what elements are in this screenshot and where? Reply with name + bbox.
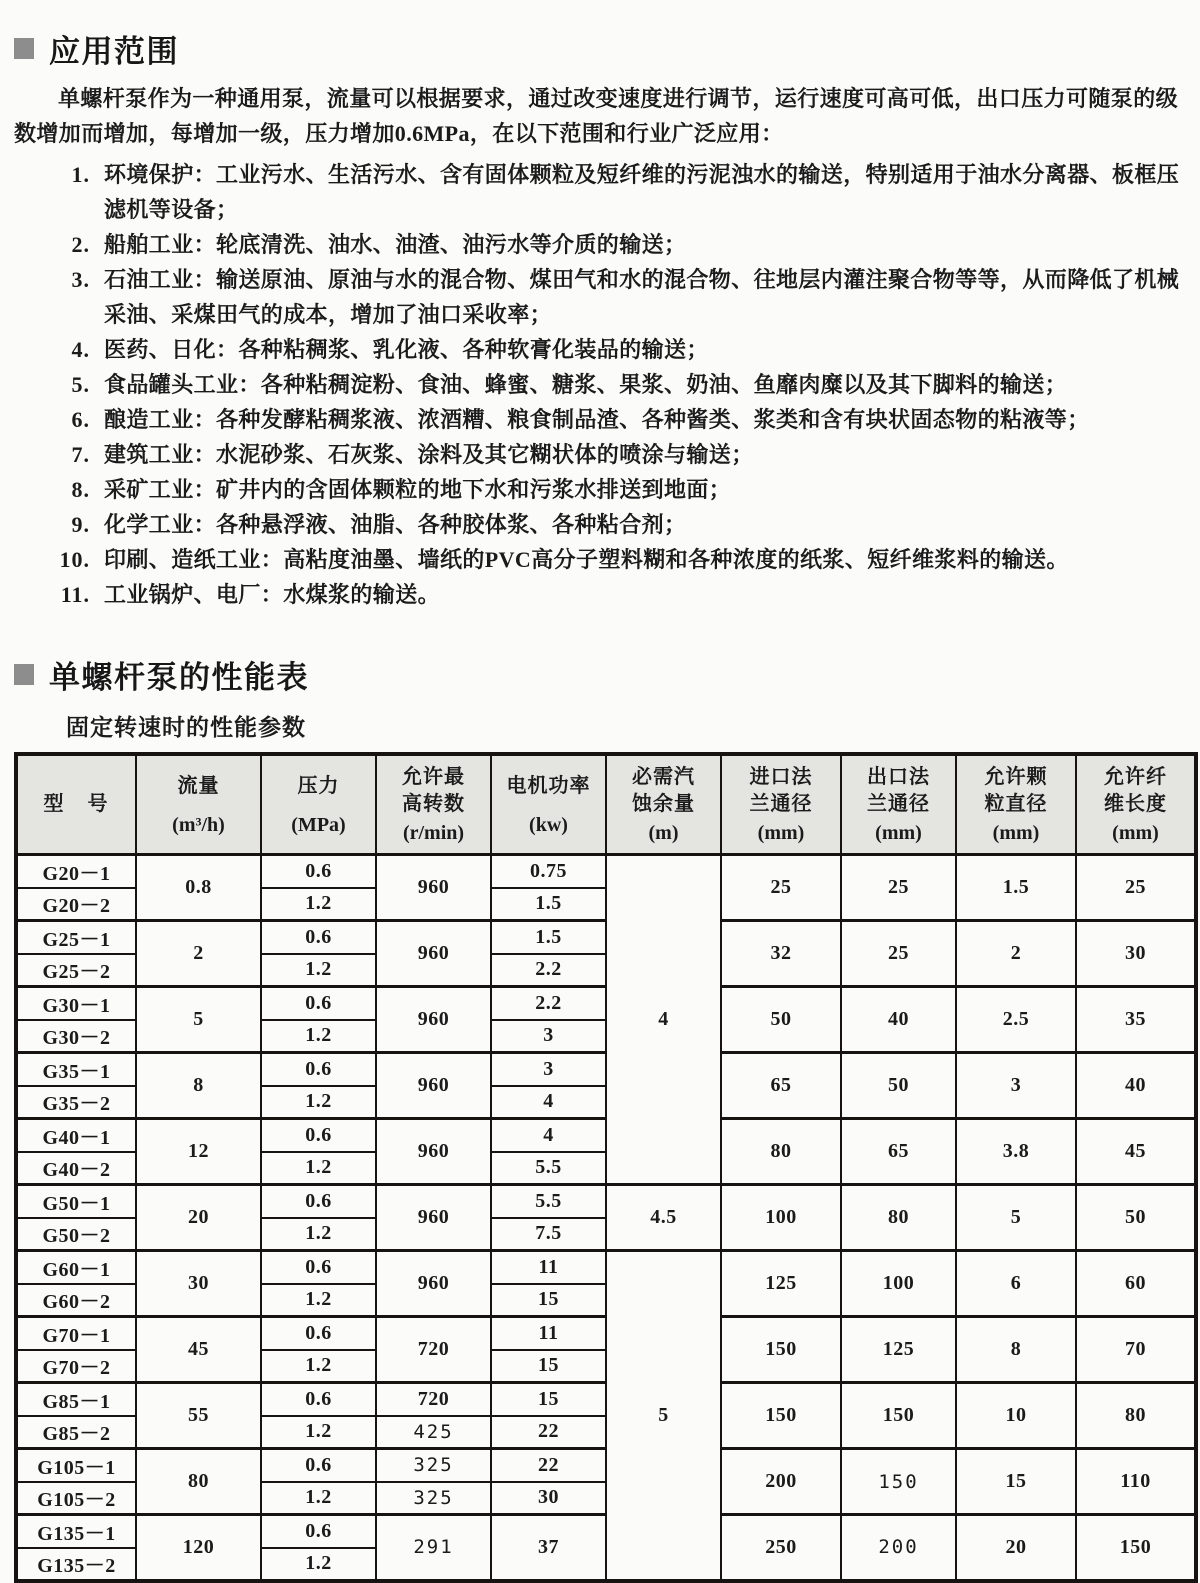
table-cell: 250 bbox=[721, 1515, 841, 1581]
table-cell: 960 bbox=[376, 855, 491, 921]
list-item-text: 采矿工业：矿井内的含固体颗粒的地下水和污浆水排送到地面； bbox=[104, 477, 732, 502]
table-cell: G85－2 bbox=[16, 1416, 136, 1449]
table-cell: G50－2 bbox=[16, 1218, 136, 1251]
table-cell: G70－1 bbox=[16, 1317, 136, 1350]
table-cell: 425 bbox=[376, 1416, 491, 1449]
table-cell: 35 bbox=[1076, 987, 1196, 1053]
table-cell: 15 bbox=[491, 1284, 606, 1317]
table-cell: 150 bbox=[721, 1317, 841, 1383]
table-cell: 5 bbox=[606, 1251, 721, 1581]
list-item bbox=[14, 507, 1188, 542]
table-head bbox=[16, 754, 1196, 855]
table-cell: 1.5 bbox=[491, 888, 606, 921]
list-item-text: 印刷、造纸工业：高粘度油墨、墙纸的PVC高分子塑料糊和各种浓度的纸浆、短纤维浆料的输送。 bbox=[104, 547, 1069, 572]
table-cell: 30 bbox=[1076, 921, 1196, 987]
table-cell: 15 bbox=[956, 1449, 1076, 1515]
table-cell: 2 bbox=[956, 921, 1076, 987]
table-cell: 50 bbox=[1076, 1185, 1196, 1251]
table-cell: 1.2 bbox=[261, 1548, 376, 1581]
column-header-line: 必需汽 bbox=[632, 766, 695, 788]
performance-table bbox=[14, 752, 1198, 1583]
column-header-unit: (m) bbox=[648, 822, 679, 844]
column-header-line: 粒直径 bbox=[984, 793, 1048, 815]
column-header bbox=[16, 754, 136, 855]
table-cell: 80 bbox=[721, 1119, 841, 1185]
list-item-text: 石油工业：输送原油、原油与水的混合物、煤田气和水的混合物、往地层内灌注聚合物等等，从而降低了机械采油、采煤田气的成本，增加了油口采收率； bbox=[104, 267, 1180, 327]
table-cell: 8 bbox=[956, 1317, 1076, 1383]
table-cell: 60 bbox=[1076, 1251, 1196, 1317]
table-cell: 5 bbox=[956, 1185, 1076, 1251]
application-intro: 单螺杆泵作为一种通用泵，流量可以根据要求，通过改变速度进行调节，运行速度可高可低，出口压力可随泵的级数增加而增加，每增加一级，压力增加0.6MPa，在以下范围和行业广泛应用： bbox=[14, 86, 1179, 146]
table-cell: 960 bbox=[376, 1053, 491, 1119]
column-header-line: 出口法 bbox=[867, 766, 930, 788]
table-cell: G135－2 bbox=[16, 1548, 136, 1581]
table-cell: 3 bbox=[956, 1053, 1076, 1119]
table-cell: 3 bbox=[491, 1020, 606, 1053]
column-header-line: 蚀余量 bbox=[632, 793, 695, 815]
table-cell: G105－1 bbox=[16, 1449, 136, 1482]
table-cell: 0.6 bbox=[261, 1119, 376, 1152]
list-item-number: 5. bbox=[71, 372, 90, 397]
list-item-text: 环境保护：工业污水、生活污水、含有固体颗粒及短纤维的污泥浊水的输送，特别适用于油水分离器、板框压滤机等设备； bbox=[104, 162, 1180, 222]
column-header-unit: (kw) bbox=[529, 813, 568, 836]
table-cell: 80 bbox=[136, 1449, 261, 1515]
table-cell: 100 bbox=[721, 1185, 841, 1251]
table-cell: 15 bbox=[491, 1383, 606, 1416]
table-cell: 720 bbox=[376, 1383, 491, 1416]
table-cell: 1.2 bbox=[261, 1218, 376, 1251]
table-cell: 50 bbox=[841, 1053, 956, 1119]
list-item-text: 食品罐头工业：各种粘稠淀粉、食油、蜂蜜、糖浆、果浆、奶油、鱼靡肉糜以及其下脚料的输送； bbox=[104, 372, 1068, 397]
table-cell: 1.2 bbox=[261, 1284, 376, 1317]
list-item-text: 建筑工业：水泥砂浆、石灰浆、涂料及其它糊状体的喷涂与输送； bbox=[104, 442, 754, 467]
table-cell: G25－2 bbox=[16, 954, 136, 987]
table-cell: 150 bbox=[721, 1383, 841, 1449]
column-header-line: 电机功率 bbox=[506, 774, 591, 797]
column-header-line: 压力 bbox=[297, 774, 340, 797]
table-cell: G40－2 bbox=[16, 1152, 136, 1185]
list-item-text: 船舶工业：轮底清洗、油水、油渣、油污水等介质的输送； bbox=[104, 232, 687, 257]
table-cell: 960 bbox=[376, 987, 491, 1053]
table-cell: G35－1 bbox=[16, 1053, 136, 1086]
table-row bbox=[16, 855, 1196, 888]
column-header bbox=[721, 754, 841, 855]
table-cell: 2.2 bbox=[491, 987, 606, 1020]
table-cell: 2.5 bbox=[956, 987, 1076, 1053]
list-item bbox=[14, 472, 1188, 507]
table-cell: 125 bbox=[721, 1251, 841, 1317]
table-cell: 1.2 bbox=[261, 1152, 376, 1185]
table-cell: 325 bbox=[376, 1482, 491, 1515]
column-header bbox=[376, 754, 491, 855]
column-header-unit: (mm) bbox=[1112, 822, 1159, 844]
column-header-unit: (mm) bbox=[757, 822, 805, 844]
list-item-number: 9. bbox=[71, 512, 90, 537]
table-cell: 1.2 bbox=[261, 1416, 376, 1449]
table-cell: 1.2 bbox=[261, 1020, 376, 1053]
table-cell: G30－2 bbox=[16, 1020, 136, 1053]
table-cell: 0.6 bbox=[261, 1383, 376, 1416]
table-cell: G25－1 bbox=[16, 921, 136, 954]
section-performance-title: 单螺杆泵的性能表 bbox=[49, 660, 309, 695]
table-cell: 960 bbox=[376, 1185, 491, 1251]
table-cell: 150 bbox=[841, 1449, 956, 1515]
table-cell: 20 bbox=[956, 1515, 1076, 1581]
list-item-number: 6. bbox=[71, 407, 90, 432]
column-header bbox=[136, 754, 261, 855]
section-bullet-icon bbox=[14, 664, 34, 685]
table-cell: 5.5 bbox=[491, 1152, 606, 1185]
table-cell: 2.2 bbox=[491, 954, 606, 987]
table-cell: 1.5 bbox=[491, 921, 606, 954]
table-cell: G70－2 bbox=[16, 1350, 136, 1383]
list-item bbox=[14, 227, 1188, 262]
table-cell: 0.6 bbox=[261, 855, 376, 888]
table-cell: 150 bbox=[841, 1383, 956, 1449]
column-header-unit: (mm) bbox=[992, 822, 1040, 844]
table-cell: 0.6 bbox=[261, 1185, 376, 1218]
table-cell: 10 bbox=[956, 1383, 1076, 1449]
table-cell: 720 bbox=[376, 1317, 491, 1383]
table-row bbox=[16, 1185, 1196, 1218]
list-item-number: 7. bbox=[71, 442, 90, 467]
table-cell: 4.5 bbox=[606, 1185, 721, 1251]
table-cell: 0.6 bbox=[261, 1251, 376, 1284]
column-header bbox=[261, 754, 376, 855]
table-cell: 4 bbox=[491, 1086, 606, 1119]
list-item-number: 4. bbox=[71, 337, 90, 362]
column-header-line: 进口法 bbox=[749, 766, 813, 788]
table-cell: G50－1 bbox=[16, 1185, 136, 1218]
table-cell: G60－2 bbox=[16, 1284, 136, 1317]
table-cell: 25 bbox=[721, 855, 841, 921]
table-cell: 6 bbox=[956, 1251, 1076, 1317]
column-header-line: 允许最 bbox=[402, 766, 465, 788]
column-header-unit: (MPa) bbox=[291, 813, 346, 836]
table-cell: 291 bbox=[376, 1515, 491, 1581]
table-cell: 200 bbox=[721, 1449, 841, 1515]
table-cell: 125 bbox=[841, 1317, 956, 1383]
table-cell: 70 bbox=[1076, 1317, 1196, 1383]
list-item bbox=[14, 332, 1188, 367]
table-cell: 1.2 bbox=[261, 1086, 376, 1119]
table-cell: 200 bbox=[841, 1515, 956, 1581]
table-cell: 11 bbox=[491, 1251, 606, 1284]
table-cell: 65 bbox=[721, 1053, 841, 1119]
table-cell: 1.2 bbox=[261, 1482, 376, 1515]
table-cell: G85－1 bbox=[16, 1383, 136, 1416]
table-cell: 20 bbox=[136, 1185, 261, 1251]
column-header bbox=[606, 754, 721, 855]
list-item bbox=[14, 577, 1188, 612]
table-cell: 0.6 bbox=[261, 1053, 376, 1086]
column-header bbox=[841, 754, 956, 855]
table-cell: 325 bbox=[376, 1449, 491, 1482]
table-cell: 80 bbox=[1076, 1383, 1196, 1449]
list-item-number: 10. bbox=[59, 547, 90, 572]
table-cell: 0.8 bbox=[136, 855, 261, 921]
table-cell: 1.2 bbox=[261, 1350, 376, 1383]
table-cell: 0.6 bbox=[261, 1449, 376, 1482]
column-header-unit: (r/min) bbox=[402, 822, 465, 844]
table-cell: G105－2 bbox=[16, 1482, 136, 1515]
table-cell: 110 bbox=[1076, 1449, 1196, 1515]
table-header-row bbox=[16, 754, 1196, 855]
list-item bbox=[14, 402, 1188, 437]
list-item-number: 11. bbox=[60, 582, 90, 607]
table-cell: 7.5 bbox=[491, 1218, 606, 1251]
table-cell: 45 bbox=[1076, 1119, 1196, 1185]
table-cell: 2 bbox=[136, 921, 261, 987]
table-cell: 0.6 bbox=[261, 987, 376, 1020]
table-cell: G20－1 bbox=[16, 855, 136, 888]
table-cell: 40 bbox=[1076, 1053, 1196, 1119]
table-cell: 65 bbox=[841, 1119, 956, 1185]
table-cell: 15 bbox=[491, 1350, 606, 1383]
column-header-line: 允许纤 bbox=[1104, 766, 1167, 788]
section-application-header bbox=[14, 26, 1188, 71]
table-cell: 0.6 bbox=[261, 1515, 376, 1548]
table-cell: 30 bbox=[136, 1251, 261, 1317]
column-header bbox=[956, 754, 1076, 855]
column-header-line: 兰通径 bbox=[749, 793, 813, 815]
column-header-line: 流量 bbox=[177, 774, 220, 797]
table-cell: 960 bbox=[376, 1251, 491, 1317]
table-cell: 22 bbox=[491, 1416, 606, 1449]
table-cell: 25 bbox=[841, 855, 956, 921]
table-cell: 55 bbox=[136, 1383, 261, 1449]
column-header-unit: (mm) bbox=[875, 822, 922, 844]
table-cell: 22 bbox=[491, 1449, 606, 1482]
table-cell: G135－1 bbox=[16, 1515, 136, 1548]
table-cell: 1.5 bbox=[956, 855, 1076, 921]
table-cell: 4 bbox=[606, 855, 721, 1185]
table-cell: G35－2 bbox=[16, 1086, 136, 1119]
table-cell: 8 bbox=[136, 1053, 261, 1119]
column-header-line: 允许颗 bbox=[984, 766, 1048, 788]
column-header-unit: (m³/h) bbox=[172, 813, 225, 836]
table-cell: 3 bbox=[491, 1053, 606, 1086]
table-cell: 50 bbox=[721, 987, 841, 1053]
list-item-number: 1. bbox=[71, 162, 90, 187]
table-cell: 0.6 bbox=[261, 921, 376, 954]
table-cell: 40 bbox=[841, 987, 956, 1053]
list-item-text: 工业锅炉、电厂：水煤浆的输送。 bbox=[104, 582, 441, 607]
table-cell: 3.8 bbox=[956, 1119, 1076, 1185]
table-cell: 5.5 bbox=[491, 1185, 606, 1218]
table-cell: G40－1 bbox=[16, 1119, 136, 1152]
table-cell: 960 bbox=[376, 921, 491, 987]
table-row bbox=[16, 1251, 1196, 1284]
table-cell: 80 bbox=[841, 1185, 956, 1251]
table-cell: G30－1 bbox=[16, 987, 136, 1020]
application-list bbox=[14, 157, 1188, 612]
section-performance-header bbox=[14, 652, 1188, 697]
column-header-line: 维长度 bbox=[1104, 793, 1167, 815]
table-cell: 120 bbox=[136, 1515, 261, 1581]
table-cell: G60－1 bbox=[16, 1251, 136, 1284]
table-cell: 1.2 bbox=[261, 954, 376, 987]
table-cell: 11 bbox=[491, 1317, 606, 1350]
list-item-number: 8. bbox=[71, 477, 90, 502]
list-item-text: 酿造工业：各种发酵粘稠浆液、浓酒糟、粮食制品渣、各种酱类、浆类和含有块状固态物的粘液等； bbox=[104, 407, 1090, 432]
table-cell: 960 bbox=[376, 1119, 491, 1185]
table-cell: 5 bbox=[136, 987, 261, 1053]
section-bullet-icon bbox=[14, 38, 34, 59]
column-header bbox=[491, 754, 606, 855]
table-body bbox=[16, 855, 1196, 1581]
section-application-title: 应用范围 bbox=[49, 34, 179, 69]
table-cell: 25 bbox=[1076, 855, 1196, 921]
column-header-line: 兰通径 bbox=[867, 793, 930, 815]
table-cell: 25 bbox=[841, 921, 956, 987]
column-header-line: 型 号 bbox=[43, 793, 110, 815]
table-cell: 0.6 bbox=[261, 1317, 376, 1350]
list-item bbox=[14, 157, 1188, 227]
table-cell: G20－2 bbox=[16, 888, 136, 921]
list-item bbox=[14, 367, 1188, 402]
list-item bbox=[14, 262, 1188, 332]
table-cell: 30 bbox=[491, 1482, 606, 1515]
column-header-line: 高转数 bbox=[402, 793, 465, 815]
list-item-number: 3. bbox=[71, 267, 90, 292]
table-cell: 32 bbox=[721, 921, 841, 987]
list-item-number: 2. bbox=[71, 232, 90, 257]
table-cell: 0.75 bbox=[491, 855, 606, 888]
table-cell: 4 bbox=[491, 1119, 606, 1152]
table-cell: 150 bbox=[1076, 1515, 1196, 1581]
table-cell: 45 bbox=[136, 1317, 261, 1383]
column-header bbox=[1076, 754, 1196, 855]
list-item bbox=[14, 437, 1188, 472]
table-cell: 1.2 bbox=[261, 888, 376, 921]
list-item-text: 医药、日化：各种粘稠浆、乳化液、各种软膏化装品的输送； bbox=[104, 337, 709, 362]
table-cell: 100 bbox=[841, 1251, 956, 1317]
table-cell: 12 bbox=[136, 1119, 261, 1185]
list-item bbox=[14, 542, 1188, 577]
list-item-text: 化学工业：各种悬浮液、油脂、各种胶体浆、各种粘合剂； bbox=[104, 512, 687, 537]
table-cell: 37 bbox=[491, 1515, 606, 1581]
performance-subtitle: 固定转速时的性能参数 bbox=[66, 715, 306, 740]
